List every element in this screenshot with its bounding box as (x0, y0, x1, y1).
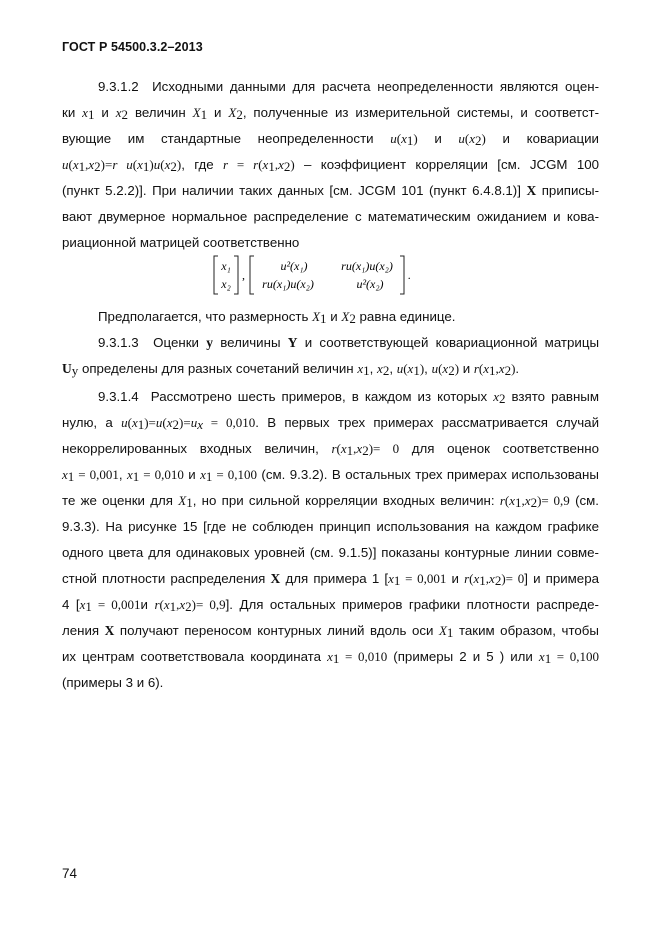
mean-x1: x₁ (221, 259, 231, 273)
text-line: вают двумерное нормальное распределение с математическим ожиданием и кова- (62, 209, 599, 224)
text-line: их центрам соответствовала координата $x_1 = 0,010$ (примеры 2 и 5 ) или $x_1 = 0,100$ (62, 649, 600, 666)
text-line: $x_1 = 0,001$, $x_1 = 0,010$ и $x_1 = 0,100$ (см. 9.3.2). В остальных трех примерах использованы (62, 467, 599, 484)
text-line: некоррелированных входных величин, $r(x_1,x_2)= 0$ для оценок соответственно (62, 441, 599, 458)
text-line: $U_y$ определены для разных сочетаний величин $x_1$, $x_2$, $u(x_1)$, $u(x_2)$ и $r(x_1,x_2)$. (62, 361, 520, 378)
cov-11: u²(x₁) (280, 259, 308, 273)
text-line: нулю, а $u(x_1)=u(x_2)=u_x = 0,010$. В первых трех примерах рассматривается случай (62, 415, 599, 432)
text-line: риационной матрицей соответственно (62, 235, 300, 250)
text-line: 9.3.1.3 Оценки y величины Y и соответствующей ковариационной матрицы (98, 335, 600, 350)
svg-text:.: . (408, 268, 411, 282)
mean-x2: x₂ (221, 277, 231, 291)
text-line: 9.3.3). На рисунке 15 [где не соблюден принцип использования на каждом графике (62, 519, 599, 534)
text-line: 9.3.1.2 Исходными данными для расчета неопределенности являются оцен- (98, 79, 599, 94)
page-number: 74 (62, 866, 78, 881)
text-line: стной плотности распределения X для примера 1 [$x_1 = 0,001$ и $r(x_1,x_2)= 0$] и примера (62, 571, 599, 588)
text-line: ки $x_1$ и $x_2$ величин $X_1$ и $X_2$, полученные из измерительной системы, и соответст- (62, 105, 600, 122)
document-header: ГОСТ Р 54500.3.2–2013 (62, 40, 203, 54)
text-line: 9.3.1.4 Рассмотрено шесть примеров, в каждом из которых $x_2$ взято равным (98, 389, 600, 406)
cov-21: ru(x₁)u(x₂) (262, 277, 314, 291)
text-line: (пункт 5.2.2)]. При наличии таких данных [см. JCGM 101 (пункт 6.4.8.1)] X приписы- (62, 183, 600, 198)
text-line: 4 [$x_1 = 0,001и$ $r(x_1,x_2)= 0,9$]. Для остальных примеров графики плотности распреде- (62, 597, 599, 614)
cov-22: u²(x₂) (356, 277, 384, 291)
text-line: те же оценки для $X_1$, но при сильной корреляции входных величин: $r(x_1,x_2)= 0,9$ (см. (62, 493, 599, 510)
text-line: вующие им стандартные неопределенности $u(x_1)$ и $u(x_2)$ и ковариации (62, 131, 599, 148)
text-line: $u(x_1,x_2)=r$ $u(x_1)u(x_2)$, где $r = r(x_1,x_2)$ – коэффициент корреляции [см. JCGM 100 (62, 157, 599, 174)
svg-text:,: , (242, 268, 245, 282)
text-line: Предполагается, что размерность $X_1$ и $X_2$ равна единице. (98, 309, 456, 326)
cov-12: ru(x₁)u(x₂) (341, 259, 393, 273)
text-line: одного цвета для одинаковых уровней (см. 9.1.5)] показаны контурные линии совме- (62, 545, 599, 560)
text-line: ления X получают переносом контурных линий вдоль оси $X_1$ таким образом, чтобы (62, 623, 599, 640)
covariance-matrix (212, 253, 422, 297)
text-line: (примеры 3 и 6). (62, 675, 164, 690)
